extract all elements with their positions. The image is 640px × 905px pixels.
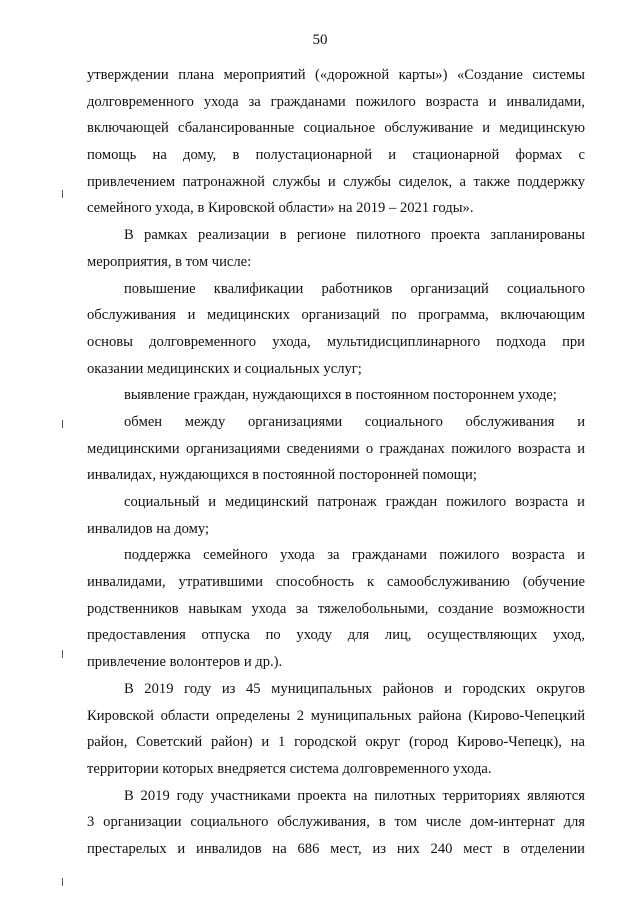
text-line: территории которых внедряется система долговременного ухода. xyxy=(87,760,492,777)
text-line: 3 организации социального обслуживания, в том числе дом-интернат для xyxy=(87,814,585,831)
text-line: обслуживания и медицинских организаций по программа, включающим xyxy=(87,307,585,324)
text-line: семейного ухода, в Кировской области» на 2019 – 2021 годы». xyxy=(87,200,474,217)
text-line: инвалидов на дому; xyxy=(87,520,210,537)
text-line: предоставления отпуска по уходу для лиц, осуществляющих уход, xyxy=(87,627,585,644)
margin-mark xyxy=(62,420,63,428)
document-body xyxy=(87,62,585,863)
text-line: утверждении плана мероприятий («дорожной карты») «Создание системы xyxy=(87,67,585,83)
text-line: поддержка семейного ухода за гражданами пожилого возраста и xyxy=(124,547,585,564)
margin-mark xyxy=(62,878,63,886)
text-line: мероприятия, в том числе: xyxy=(87,253,252,270)
text-line: оказании медицинских и социальных услуг; xyxy=(87,360,362,377)
text-line: выявление граждан, нуждающихся в постоянном постороннем уходе; xyxy=(124,387,557,404)
text-line: В 2019 году участниками проекта на пилотных территориях являются xyxy=(124,787,585,804)
text-line: основы долговременного ухода, мультидисциплинарного подхода при xyxy=(87,333,585,350)
text-line: инвалидах, нуждающихся в постоянной посторонней помощи; xyxy=(87,467,477,484)
text-line: повышение квалификации работников организаций социального xyxy=(124,280,585,297)
text-line: помощь на дому, в полустационарной и стационарной формах с xyxy=(87,147,585,164)
margin-mark xyxy=(62,190,63,198)
text-line: родственников навыкам ухода за тяжелобольными, создание возможности xyxy=(87,600,585,617)
text-line: Кировской области определены 2 муниципальных района (Кирово-Чепецкий xyxy=(87,707,585,724)
page-number: 50 xyxy=(312,32,328,48)
text-line: привлечением патронажной службы и службы сиделок, а также поддержку xyxy=(87,173,585,190)
text-line: включающей сбалансированные социальное обслуживание и медицинскую xyxy=(87,120,585,137)
text-line: медицинскими организациями сведениями о гражданах пожилого возраста и xyxy=(87,440,585,457)
text-line: социальный и медицинский патронаж граждан пожилого возраста и xyxy=(124,494,585,510)
text-line: инвалидами, утратившими способность к самообслуживанию (обучение xyxy=(87,574,585,591)
text-line: В 2019 году из 45 муниципальных районов и городских округов xyxy=(124,680,585,697)
text-line: долговременного ухода за гражданами пожилого возраста и инвалидами, xyxy=(87,93,585,110)
margin-mark xyxy=(62,650,63,658)
text-line: привлечение волонтеров и др.). xyxy=(87,654,283,671)
text-line: район, Советский район) и 1 городской округ (город Кирово-Чепецк), на xyxy=(87,734,585,751)
text-line: престарелых и инвалидов на 686 мест, из них 240 мест в отделении xyxy=(87,840,585,857)
text-line: обмен между организациями социального обслуживания и xyxy=(124,413,585,430)
text-line: В рамках реализации в регионе пилотного проекта запланированы xyxy=(124,227,585,244)
